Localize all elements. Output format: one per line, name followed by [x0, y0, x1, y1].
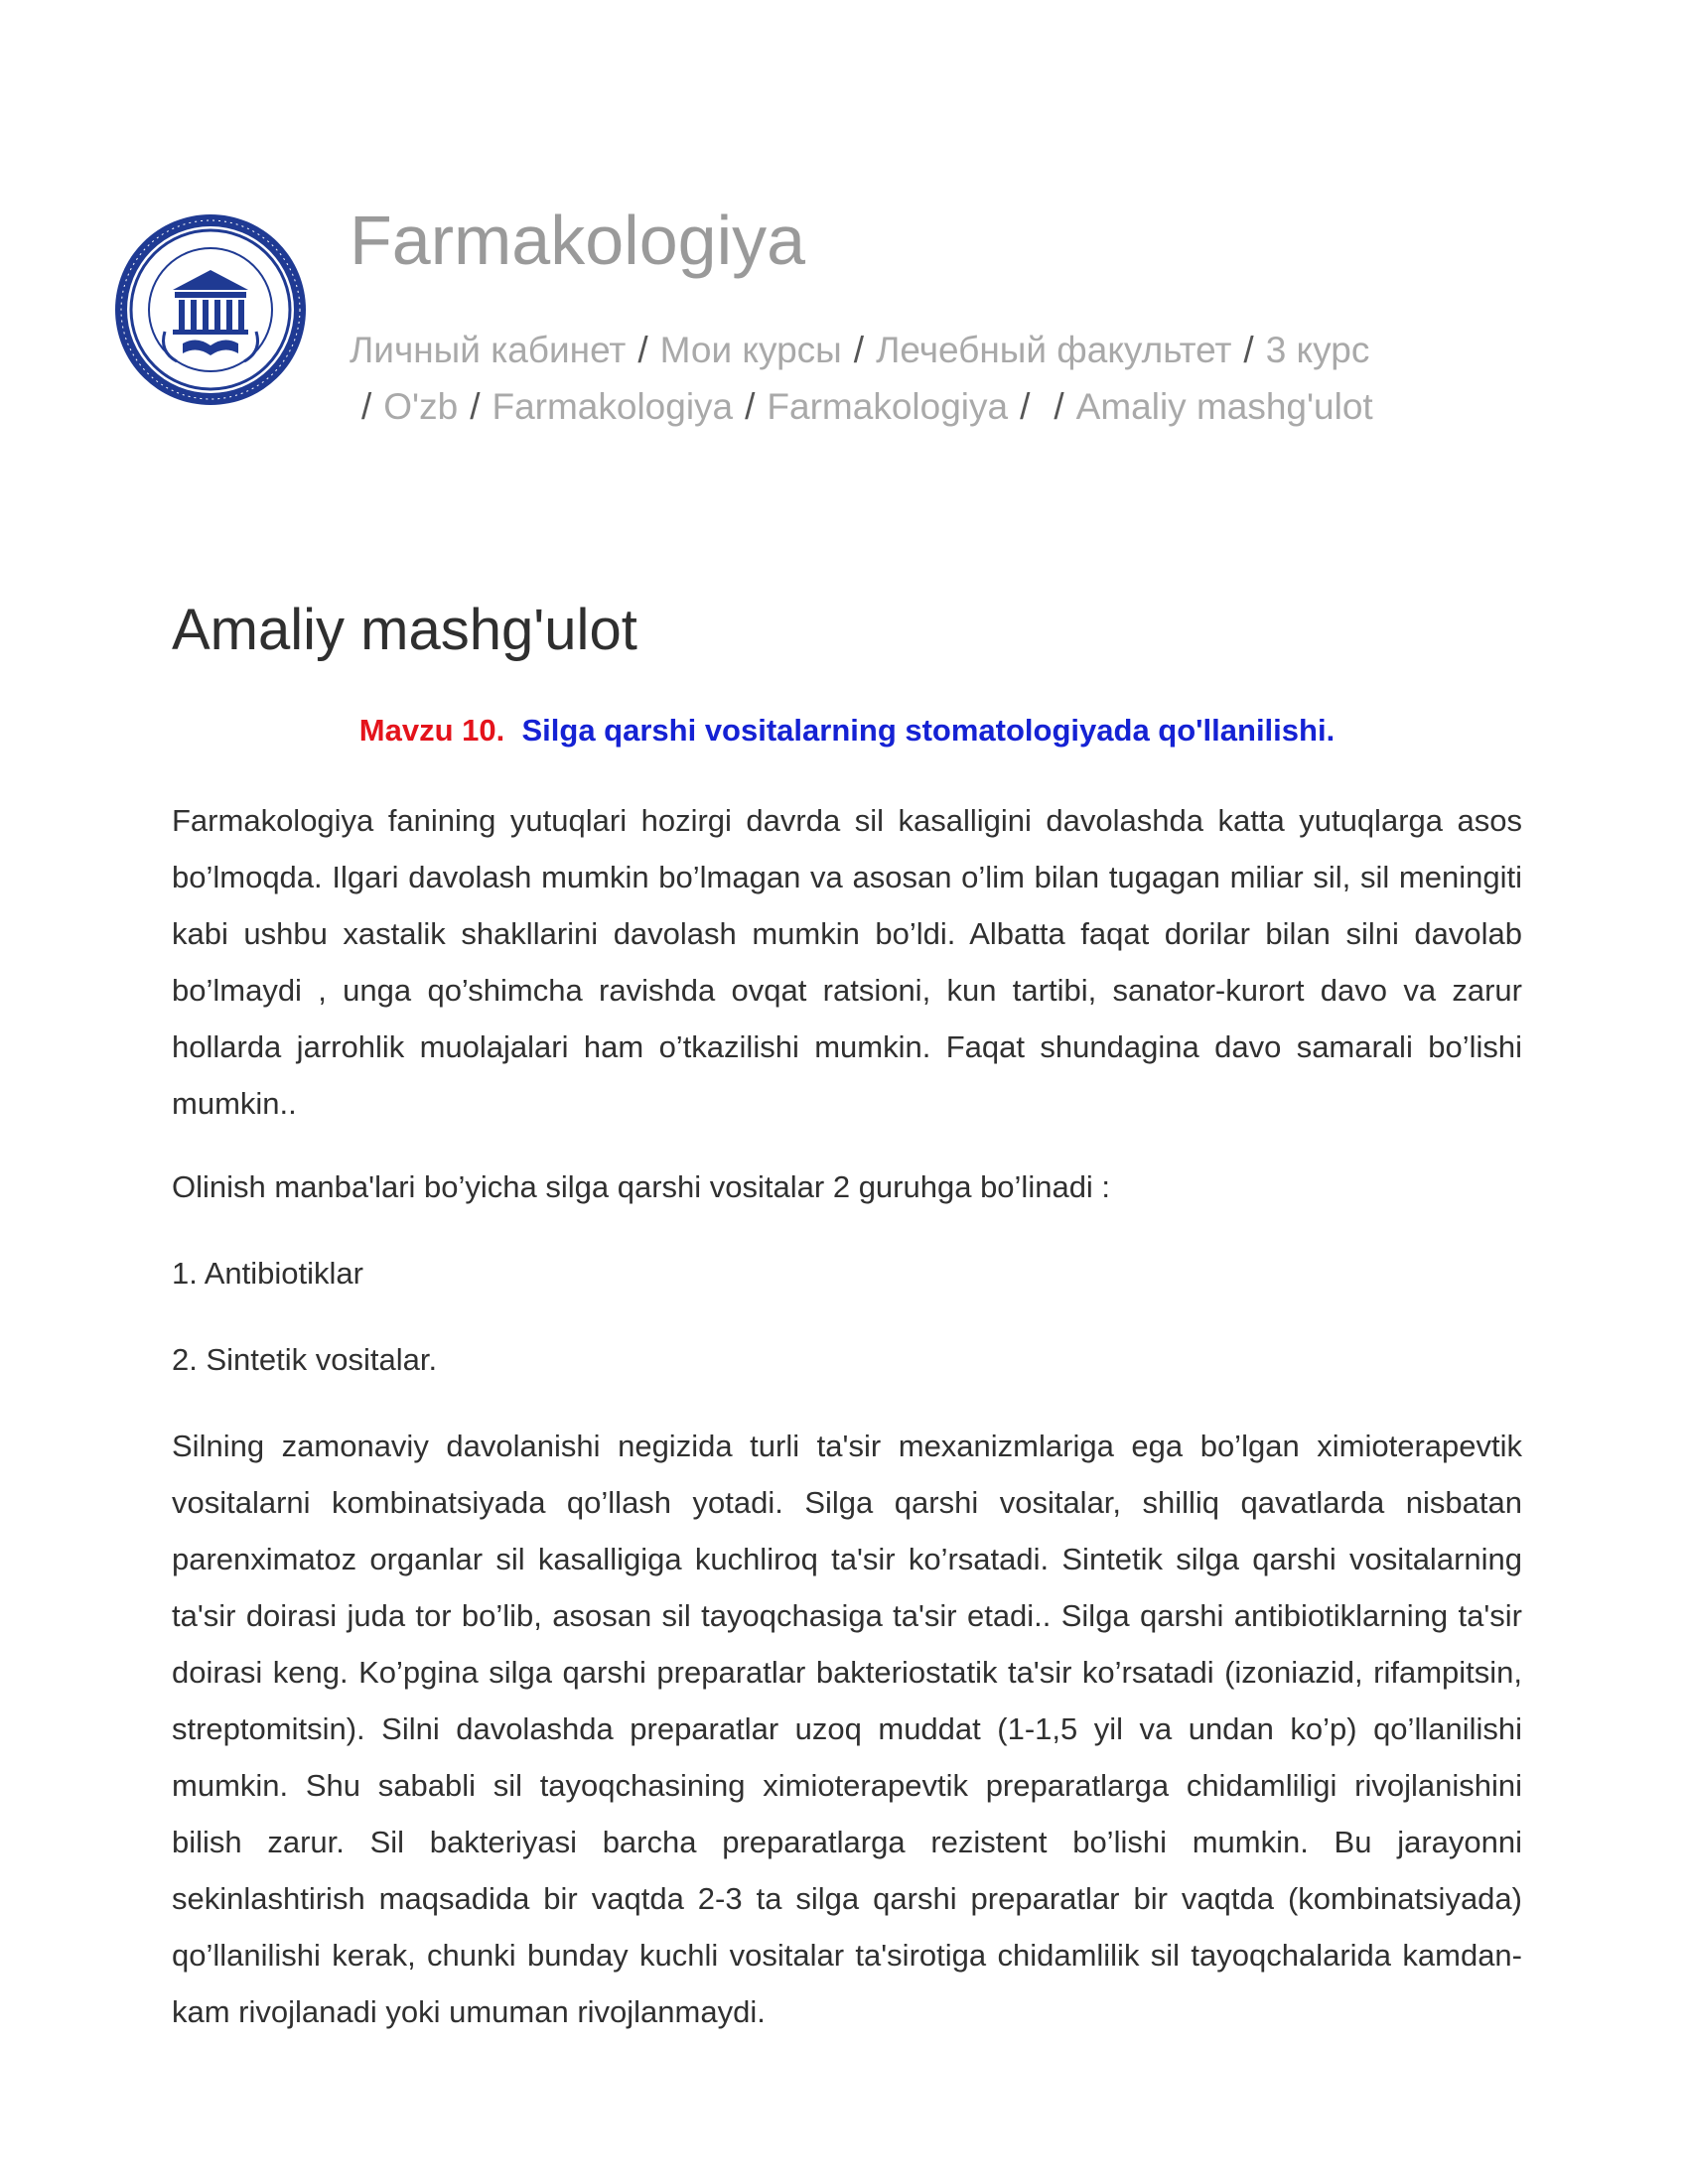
breadcrumb-separator: /: [853, 330, 865, 370]
breadcrumb-item-course-year[interactable]: 3 курс: [1265, 330, 1370, 370]
breadcrumb-item-language[interactable]: O'zb: [383, 386, 459, 427]
breadcrumb-separator: /: [470, 386, 481, 427]
paragraph-treatment: Silning zamonaviy davolanishi negizida turli ta'sir mexanizmlariga ega bo’lgan ximioterapevtik vositalarni kombinatsiyada qo’llash yotadi. Silga qarshi vositalar, shilliq qavatlarda nisbatan parenximatoz organlar sil kasalligiga kuchliroq ta'sir ko’rsatadi. Sintetik silga qarshi vositalarning ta'sir doirasi juda tor bo’lib, asosan sil tayoqchasiga ta'sir etadi.. Silga qarshi antibiotiklarning ta'sir doirasi keng. Ko’pgina silga qarshi preparatlar bakteriostatik ta'sir ko’rsatadi (izoniazid, rifampitsin, streptomitsin). Silni davolashda preparatlar uzoq muddat (1-1,5 yil va undan ko’p) qo’llanilishi mumkin. Shu sababli sil tayoqchasining ximioterapevtik preparatlarga chidamliligi rivojlanishini bilish zarur. Sil bakteriyasi barcha preparatlarga rezistent bo’lishi mumkin. Bu jarayonni sekinlashtirish maqsadida bir vaqtda 2-3 ta silga qarshi preparatlar bir vaqtda (kombinatsiyada) qo’llanilishi kerak, chunki bunday kuchli vositalar ta'sirotiga chidamlilik sil tayoqchalarida kamdan-kam rivojlanadi yoki umuman rivojlanmaydi.: [172, 1428, 1522, 2029]
breadcrumb-separator: /: [1054, 386, 1064, 427]
paragraph-groups: Olinish manba'lari bo’yicha silga qarshi vositalar 2 guruhga bo’linadi :: [172, 1168, 1111, 1204]
main-content: [172, 596, 1522, 2067]
breadcrumb-item-personal-cabinet[interactable]: Личный кабинет: [350, 330, 627, 370]
paragraph-intro: Farmakologiya fanining yutuqlari hozirgi davrda sil kasalligini davolashda katta yutuqlarga asos bo’lmoqda. Ilgari davolash mumkin bo’lmagan va asosan o’lim bilan tugagan miliar sil, sil meningiti kabi ushbu xastalik shakllarini davolash mumkin bo’ldi. Albatta faqat dorilar bilan silni davolab bo’lmaydi , unga qo’shimcha ravishda ovqat ratsioni, kun tartibi, sanator-kurort davo va zarur hollarda jarrohlik muolajalari ham o’tkazilishi mumkin. Faqat shundagina davo samarali bo’lishi mumkin..: [172, 802, 1522, 1121]
breadcrumb-item-course[interactable]: Farmakologiya: [767, 386, 1009, 427]
breadcrumb-separator: /: [745, 386, 756, 427]
topic-number: Mavzu 10.: [358, 712, 505, 748]
breadcrumb-separator: /: [1020, 386, 1031, 427]
breadcrumb: [350, 322, 1491, 435]
topic-heading: [172, 711, 1522, 751]
breadcrumb-item-current[interactable]: Amaliy mashg'ulot: [1075, 386, 1373, 427]
breadcrumb-item-my-courses[interactable]: Мои курсы: [659, 330, 842, 370]
breadcrumb-item-subject[interactable]: Farmakologiya: [492, 386, 734, 427]
breadcrumb-separator: /: [1243, 330, 1254, 370]
breadcrumb-separator: /: [637, 330, 648, 370]
page-header: [113, 199, 1503, 437]
list-item-synthetic: 2. Sintetik vositalar.: [172, 1341, 438, 1377]
breadcrumb-item-faculty[interactable]: Лечебный факультет: [876, 330, 1232, 370]
breadcrumb-separator: /: [361, 386, 372, 427]
site-title: Farmakologiya: [350, 202, 806, 279]
page-title: Amaliy mashg'ulot: [172, 598, 637, 662]
topic-name: Silga qarshi vositalarning stomatologiyada qo'llanilishi.: [521, 712, 1336, 748]
university-seal-icon[interactable]: [113, 212, 308, 407]
list-item-antibiotics: 1. Antibiotiklar: [172, 1255, 363, 1291]
